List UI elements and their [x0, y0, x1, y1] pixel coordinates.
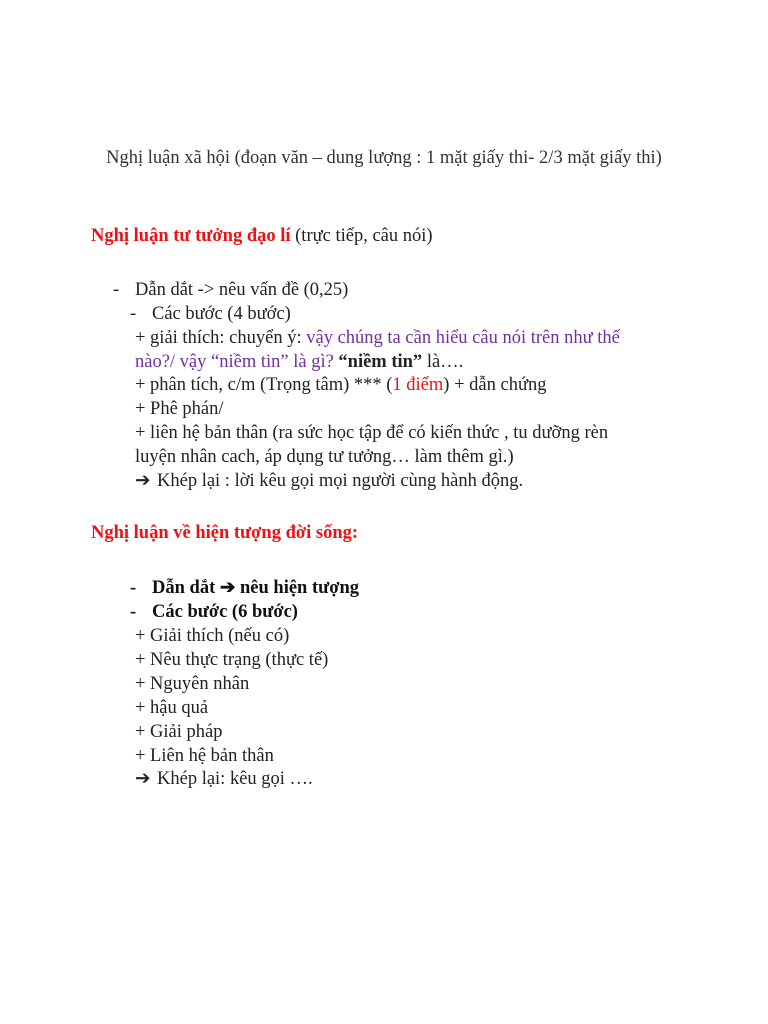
giai-thich-purple-1: vậy chúng ta cần hiểu câu nói trên như thế	[306, 328, 620, 348]
section2-item-cac-buoc	[130, 600, 298, 624]
section2-khep-lai	[135, 767, 313, 791]
section2-dan-dat-b: nêu hiện tượng	[235, 578, 360, 598]
giai-thich-prefix: + giải thích: chuyển ý:	[135, 328, 307, 348]
list-dash: -	[130, 578, 137, 598]
section1-lien-he-line1: + liên hệ bản thân (ra sức học tập để có kiến thức , tu dưỡng rèn	[135, 423, 609, 443]
section1-heading-note: (trực tiếp, câu nói)	[290, 226, 433, 246]
section1-heading: Nghị luận tư tưởng đạo lí	[91, 226, 291, 246]
section1-heading-line	[91, 224, 433, 248]
section2-step: + Giải thích (nếu có)	[135, 626, 290, 646]
section1-phan-tich	[135, 373, 546, 397]
phan-tich-red: 1 điểm	[392, 375, 444, 395]
section2-step: + Nguyên nhân	[135, 674, 250, 694]
giai-thich-end: là….	[422, 352, 464, 372]
list-dash: -	[130, 602, 137, 622]
section2-step: + Giải pháp	[135, 722, 223, 742]
section1-item-dan-dat	[113, 278, 348, 302]
phan-tich-suffix: ) + dẫn chứng	[443, 375, 547, 395]
document-title: Nghị luận xã hội (đoạn văn – dung lượng : 1 mặt giấy thi- 2/3 mặt giấy thi)	[106, 148, 662, 168]
section1-giai-thich-line2	[135, 350, 463, 374]
section1-giai-thich-line1	[135, 326, 620, 350]
giai-thich-bold: “niềm tin”	[333, 352, 423, 372]
section2-khep-lai-text: Khép lại: kêu gọi ….	[157, 769, 313, 789]
section1-khep-lai	[135, 469, 523, 493]
phan-tich-prefix: + phân tích, c/m (Trọng tâm) *** (	[135, 375, 393, 395]
section2-cac-buoc-text: Các bước (6 bước)	[152, 602, 298, 622]
arrow-right-icon: ➔	[135, 769, 151, 789]
section1-cac-buoc-text: Các bước (4 bước)	[152, 304, 291, 324]
section1-item-cac-buoc	[130, 302, 291, 326]
section1-dan-dat-text: Dẫn dắt -> nêu vấn đề (0,25)	[135, 280, 349, 300]
giai-thich-purple-2: nào?/ vậy “niềm tin” là gì?	[135, 352, 334, 372]
section1-khep-lai-text: Khép lại : lời kêu gọi mọi người cùng hành động.	[157, 471, 524, 491]
section2-step: + hậu quả	[135, 698, 209, 718]
list-dash: -	[130, 304, 137, 324]
section2-step: + Liên hệ bản thân	[135, 746, 274, 766]
section2-heading: Nghị luận về hiện tượng đời sống:	[91, 523, 359, 543]
section1-lien-he-line2: luyện nhân cach, áp dụng tư tưởng… làm thêm gì.)	[135, 447, 514, 467]
section2-step: + Nêu thực trạng (thực tế)	[135, 650, 329, 670]
arrow-right-icon: ➔	[135, 471, 151, 491]
section1-phe-phan: + Phê phán/	[135, 399, 224, 419]
section2-item-dan-dat	[130, 576, 359, 600]
list-dash: -	[113, 280, 120, 300]
section2-dan-dat-a: Dẫn dắt	[152, 578, 216, 598]
arrow-right-icon: ➔	[219, 578, 236, 598]
